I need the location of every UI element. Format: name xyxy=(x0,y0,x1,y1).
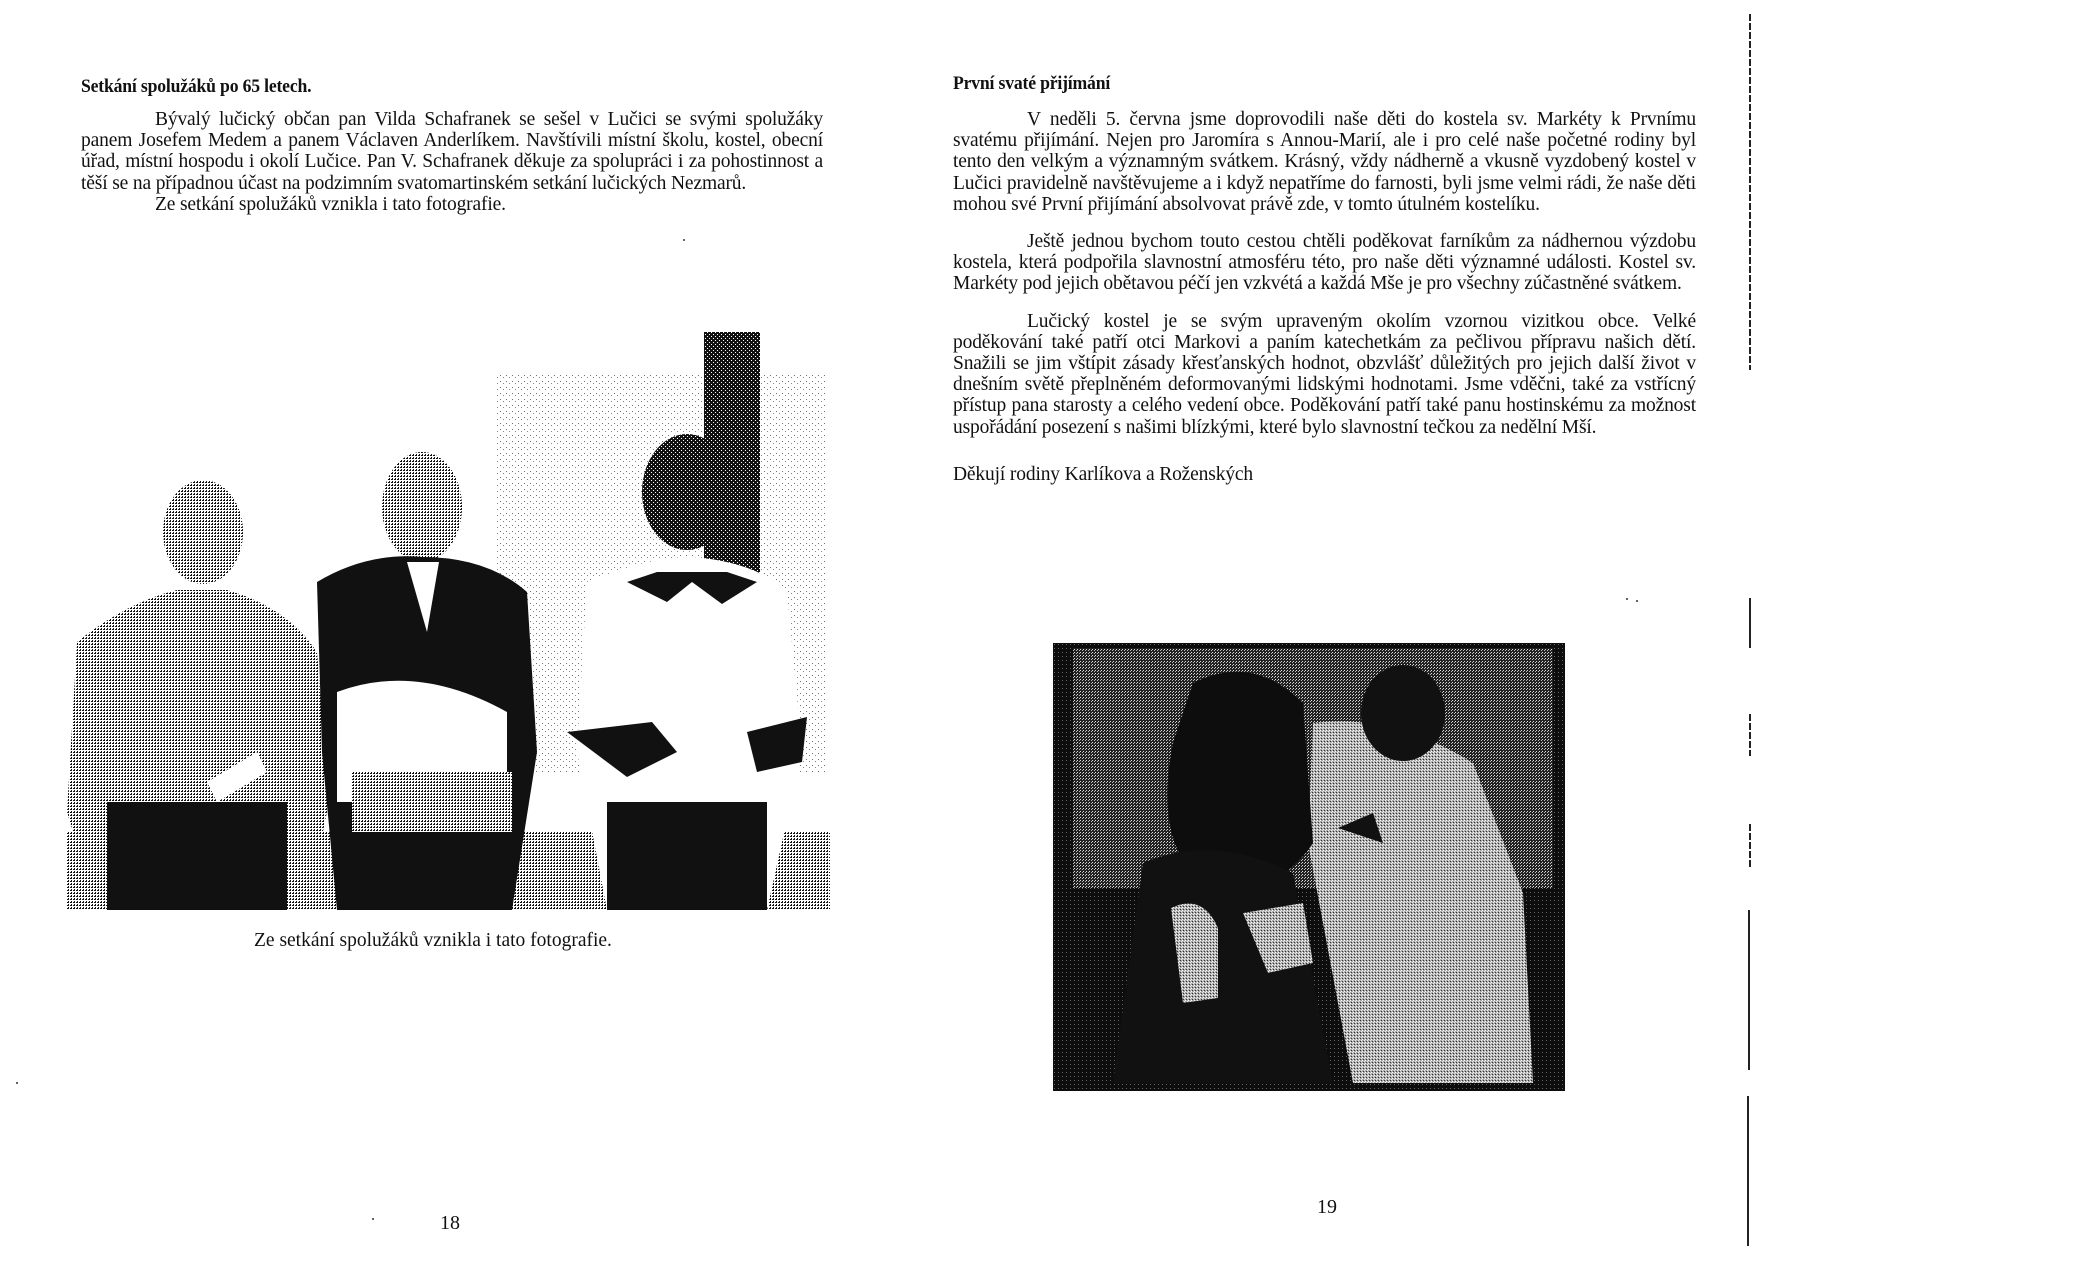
scan-edge-line xyxy=(1749,714,1751,756)
scan-edge-line xyxy=(1747,1096,1749,1246)
article-heading: První svaté přijímání xyxy=(953,73,1111,94)
page-number: 18 xyxy=(440,1212,460,1234)
scan-speck xyxy=(372,1218,374,1220)
photo-first-communion-image xyxy=(1053,643,1565,1091)
scan-edge-line xyxy=(1748,910,1750,1070)
left-page xyxy=(0,0,900,1275)
scan-edge-line xyxy=(1749,14,1751,370)
article-body xyxy=(81,109,823,215)
signature: Děkují rodiny Karlíkova a Roženských xyxy=(953,463,1254,485)
scan-edge-line xyxy=(1749,824,1751,868)
article-body xyxy=(953,109,1696,485)
paragraph: V neděli 5. června jsme doprovodili naše děti do kostela sv. Markéty k Prvnímu svatému přijímání. Nejen pro Jaromíra s Annou-Marií, ale i pro celé naše početné rodiny byl tento den velkým a významným svátkem. Krásný, vždy nádherně a vkusně vyzdobený kostel v Lučici pravidelně navštěvujeme a i když nepatříme do farnosti, byli jsme velmi rádi, že naše děti mohou své První přijímání absolvovat právě zde, v tomto útulném kostelíku. xyxy=(953,109,1696,215)
scan-edge-line xyxy=(1749,598,1751,648)
scan-speck xyxy=(16,1082,18,1084)
right-page xyxy=(900,0,1800,1275)
photo-three-men xyxy=(67,332,830,910)
photo-three-men-image xyxy=(67,332,830,910)
paragraph: Bývalý lučický občan pan Vilda Schafranek se sešel v Lučici se svými spolužáky panem Josefem Medem a panem Václaven Anderlíkem. Navštívili místní školu, kostel, obecní úřad, místní hospodu i okolí Lučice. Pan V. Schafranek děkuje za spolupráci i za pohostinnost a těší se na případnou účast na podzimním svatomartinském setkání lučických Nezmarů. xyxy=(81,109,823,194)
photo-caption: Ze setkání spolužáků vznikla i tato fotografie. xyxy=(254,930,612,951)
page-number: 19 xyxy=(1317,1196,1337,1218)
photo-first-communion xyxy=(1053,643,1565,1091)
paragraph: Ze setkání spolužáků vznikla i tato fotografie. xyxy=(155,193,506,215)
scan-speck xyxy=(1626,598,1628,600)
scan-speck xyxy=(1636,600,1638,602)
paragraph: Lučický kostel je se svým upraveným okolím vzornou vizitkou obce. Velké poděkování také patří otci Markovi a paním katechetkám za pečlivou přípravu našich dětí. Snažili se jim vštípit zásady křesťanských hodnot, obzvlášť důležitých pro jejich další život v dnešním světě přeplněném deformovanými lidskými hodnotami. Jsme vděčni, také za vstřícný přístup pana starosty a celého vedení obce. Poděkování patří také panu hostinskému za možnost uspořádání posezení s našimi blízkými, které bylo slavnostní tečkou za nedělní Mší. xyxy=(953,310,1696,438)
paragraph: Ještě jednou bychom touto cestou chtěli poděkovat farníkům za nádhernou výzdobu kostela, která podpořila slavnostní atmosféru této, pro naše děti významné události. Kostel sv. Markéty pod jejich obětavou péčí jen vzkvétá a každá Mše je pro všechny zúčastněné svátkem. xyxy=(953,231,1696,295)
article-heading: Setkání spolužáků po 65 letech. xyxy=(81,76,312,97)
scan-speck xyxy=(683,239,685,241)
